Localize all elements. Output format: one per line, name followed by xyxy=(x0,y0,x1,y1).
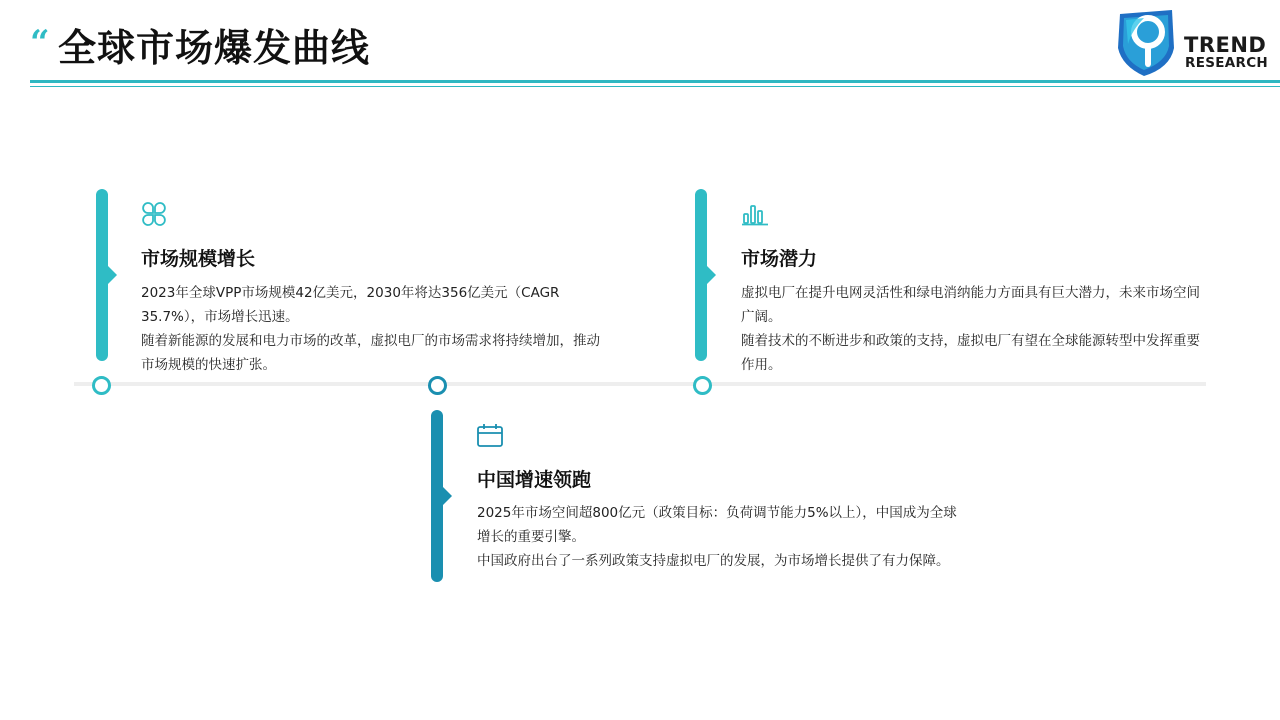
page-title: 全球市场爆发曲线 xyxy=(58,26,371,70)
trend-research-logo xyxy=(1114,8,1274,78)
timeline-node-2 xyxy=(693,376,712,395)
card-2-body xyxy=(741,281,1201,377)
calendar-icon xyxy=(476,422,504,450)
logo-shield-icon xyxy=(1114,8,1180,78)
bar-chart-icon xyxy=(741,200,769,228)
card-1-accent-bar xyxy=(96,189,108,361)
card-3-title: 中国增速领跑 xyxy=(477,469,592,491)
card-1-paragraph-1: 2023年全球VPP市场规模42亿美元，2030年将达356亿美元（CAGR 35.7%），市场增长迅速。 xyxy=(141,285,560,325)
card-3-accent-bar xyxy=(431,410,443,582)
card-3-body xyxy=(477,501,977,573)
card-1-title: 市场规模增长 xyxy=(141,248,256,270)
logo-wordmark-line1: TREND xyxy=(1184,33,1267,57)
card-2-paragraph-2: 随着技术的不断进步和政策的支持，虚拟电厂有望在全球能源转型中发挥重要作用。 xyxy=(741,333,1200,373)
card-1-body xyxy=(141,281,611,377)
card-3-paragraph-2: 中国政府出台了一系列政策支持虚拟电厂的发展，为市场增长提供了有力保障。 xyxy=(477,553,950,569)
logo-wordmark-line2: RESEARCH xyxy=(1185,55,1269,71)
header-divider xyxy=(30,80,1280,83)
card-2-paragraph-1: 虚拟电厂在提升电网灵活性和绿电消纳能力方面具有巨大潜力，未来市场空间广阔。 xyxy=(741,285,1200,325)
card-3-paragraph-1: 2025年市场空间超800亿元（政策目标：负荷调节能力5%以上），中国成为全球增长的重要引擎。 xyxy=(477,505,957,545)
grid-flower-icon xyxy=(140,200,168,228)
card-2-accent-bar xyxy=(695,189,707,361)
timeline-node-1 xyxy=(92,376,111,395)
card-2-title: 市场潜力 xyxy=(741,248,818,270)
card-1-paragraph-2: 随着新能源的发展和电力市场的改革，虚拟电厂的市场需求将持续增加，推动市场规模的快速扩张。 xyxy=(141,333,600,373)
header-divider-thin xyxy=(30,86,1280,87)
quote-mark-icon: “ xyxy=(30,23,50,63)
timeline-line xyxy=(74,382,1206,386)
timeline-node-3 xyxy=(428,376,447,395)
